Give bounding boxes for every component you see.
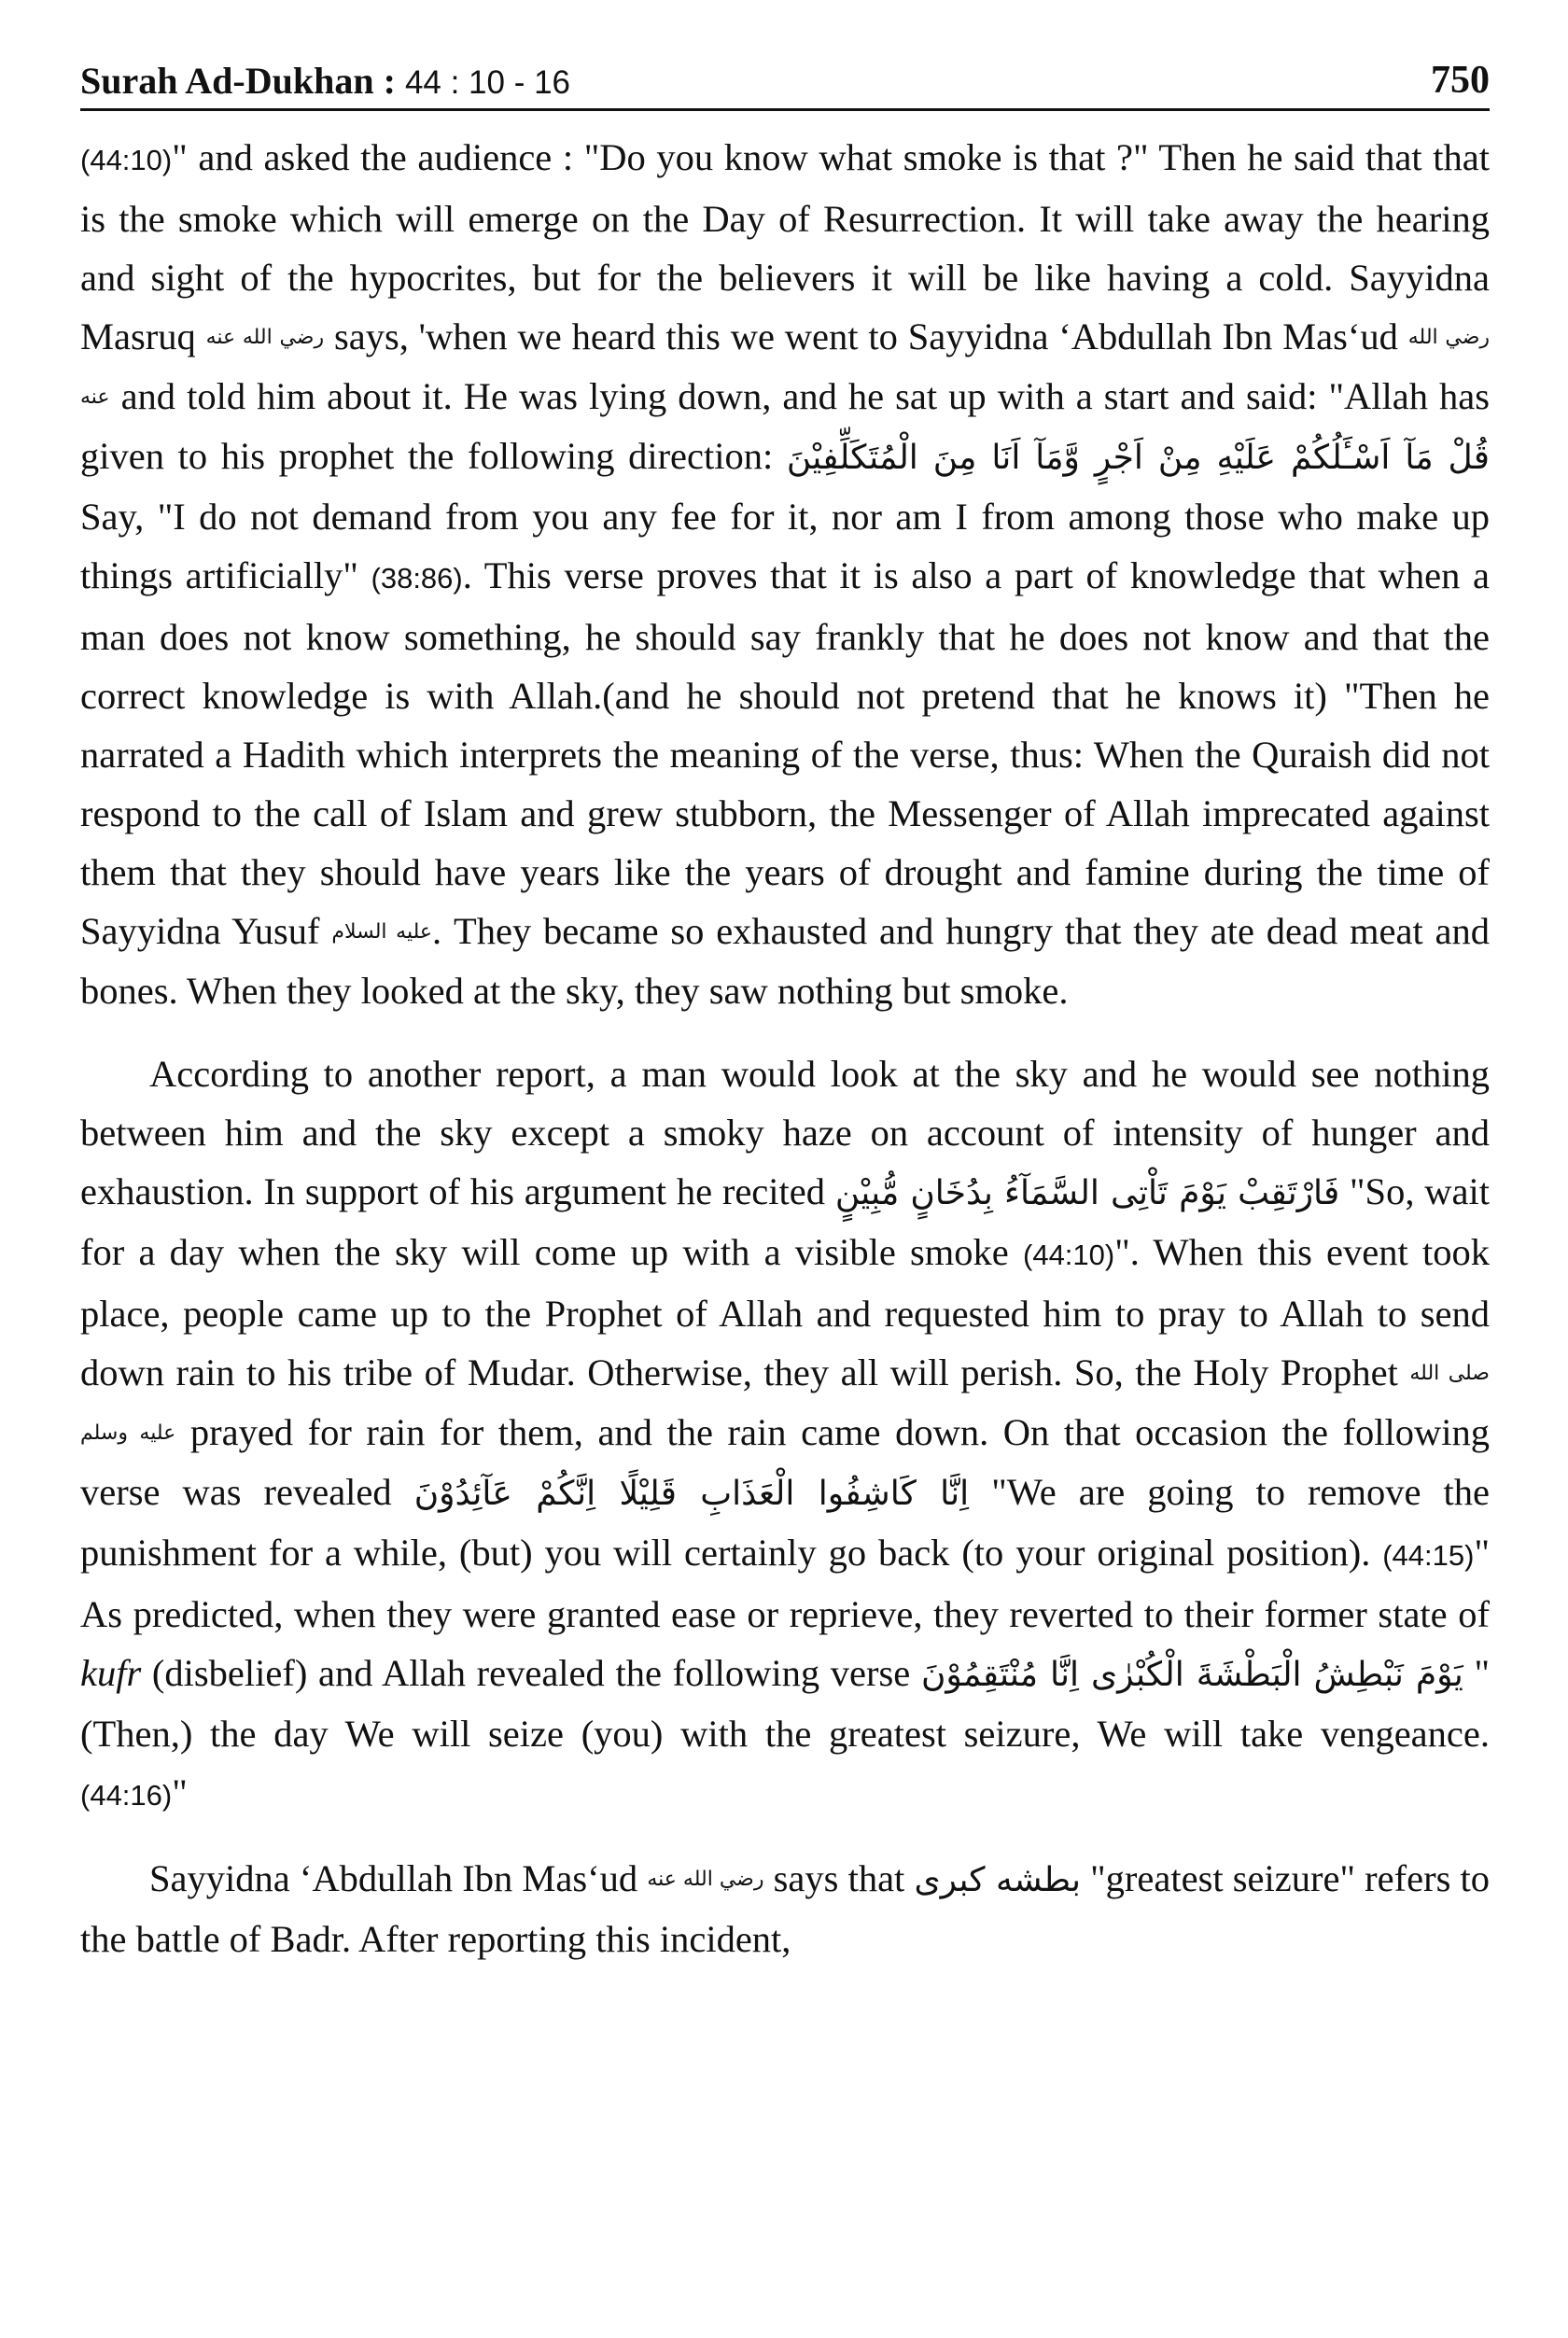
running-head <box>80 59 570 103</box>
text-span: "We are going to remove the punishment for a while, (but) you will certainly go back (to your original position). <box>80 1471 1491 1574</box>
text-span: " and asked the audience : "Do you know what smoke is that ?" Then he said that that is the smoke which will emerge on the Day of Resurrection. It will take away the hearing and sight of the hypocrites, but for the believers it will be like having a cold. Sayyidna Masruq <box>80 136 1490 357</box>
honorific-glyph: صلى الله عليه وسلم <box>80 1362 1490 1445</box>
body-text <box>80 128 1490 1968</box>
text-span: . They became so exhausted and hungry that they ate dead meat and bones. When they looked at the sky, they saw nothing but smoke. <box>80 910 1490 1012</box>
verse-reference: (38:86) <box>371 562 463 595</box>
text-span: and told him about it. He was lying down, and he sat up with a start and said: "Allah has given to his prophet the following direction: <box>80 375 1490 477</box>
arabic-verse: قُلْ مَآ اَسْـَٔلُكُمْ عَلَيْهِ مِنْ اَجْرٍ وَّمَآ اَنَا مِنَ الْمُتَكَلِّفِيْنَ <box>786 439 1491 477</box>
verse-reference: (44:10) <box>80 144 173 176</box>
paragraph-3 <box>80 1849 1490 1968</box>
text-span: " <box>172 1771 188 1813</box>
honorific-glyph: رضي الله عنه <box>647 1868 764 1891</box>
paragraph-2 <box>80 1044 1490 1825</box>
paragraph-1 <box>80 128 1490 1020</box>
surah-title: Surah Ad-Dukhan : <box>80 60 396 102</box>
page-header <box>80 37 1490 103</box>
text-span: "(Then,) the day We will seize (you) with the greatest seizure, We will take vengeance. <box>80 1652 1490 1755</box>
verse-range: 44 : 10 - 16 <box>404 64 571 101</box>
text-span: Say, "I do not demand from you any fee for it, nor am I from among those who make up things artificially" <box>80 496 1490 596</box>
arabic-phrase: بطشه كبرى <box>914 1861 1081 1899</box>
arabic-verse: فَارْتَقِبْ يَوْمَ تَاْتِى السَّمَآءُ بِدُخَانٍ مُّبِيْنٍ <box>834 1174 1340 1212</box>
honorific-glyph: رضي الله عنه <box>205 326 325 349</box>
text-span: ". When this event took place, people came up to the Prophet of Allah and requested him to pray to Allah to send down rain to his tribe of Mudar. Otherwise, they all will perish. So, the Holy Prophet <box>80 1231 1490 1393</box>
verse-reference: (44:10) <box>1023 1239 1115 1271</box>
arabic-verse: يَوْمَ نَبْطِشُ الْبَطْشَةَ الْكُبْرٰى اِنَّا مُنْتَقِمُوْنَ <box>920 1656 1463 1694</box>
verse-reference: (44:15) <box>1382 1539 1475 1572</box>
arabic-verse: اِنَّا كَاشِفُوا الْعَذَابِ قَلِيْلًا اِنَّكُمْ عَآئِدُوْنَ <box>413 1475 970 1513</box>
verse-reference: (44:16) <box>80 1779 173 1812</box>
text-span: "So, wait for a day when the sky will come up with a visible smoke <box>80 1170 1490 1273</box>
text-span: prayed for rain for them, and the rain came down. On that occasion the following verse was revealed <box>80 1411 1490 1513</box>
text-span: "greatest seizure" refers to the battle of Badr. After reporting this incident, <box>80 1857 1490 1960</box>
page <box>80 37 1490 1968</box>
header-rule <box>80 108 1490 111</box>
text-span: Sayyidna ‘Abdullah Ibn Mas‘ud <box>149 1857 648 1899</box>
honorific-glyph: رضي الله عنه <box>80 326 1490 409</box>
text-span: says, 'when we heard this we went to Sayyidna ‘Abdullah Ibn Mas‘ud <box>324 315 1408 357</box>
text-span: . This verse proves that it is also a part of knowledge that when a man does not know something, he should say frankly that he does not know and that the correct knowledge is with Allah.(and he should not pretend that he knows it) "Then he narrated a Hadith which interprets the meaning of the verse, thus: When the Quraish did not respond to the call of Islam and grew stubborn, the Messenger of Allah imprecated against them that they should have years like the years of drought and famine during the time of Sayyidna Yusuf <box>80 554 1490 952</box>
text-span: says that <box>763 1857 915 1899</box>
text-span: " As predicted, when they were granted ease or reprieve, they reverted to their former state of <box>80 1532 1490 1635</box>
text-span: According to another report, a man would look at the sky and he would see nothing between him and the sky except a smoky haze on account of intensity of hunger and exhaustion. In support of his argument he recited <box>80 1053 1490 1212</box>
honorific-glyph: عليه السلام <box>331 920 433 944</box>
page-number: 750 <box>1431 59 1490 102</box>
transliterated-term: kufr <box>80 1652 142 1694</box>
text-span: (disbelief) and Allah revealed the following verse <box>141 1652 921 1694</box>
